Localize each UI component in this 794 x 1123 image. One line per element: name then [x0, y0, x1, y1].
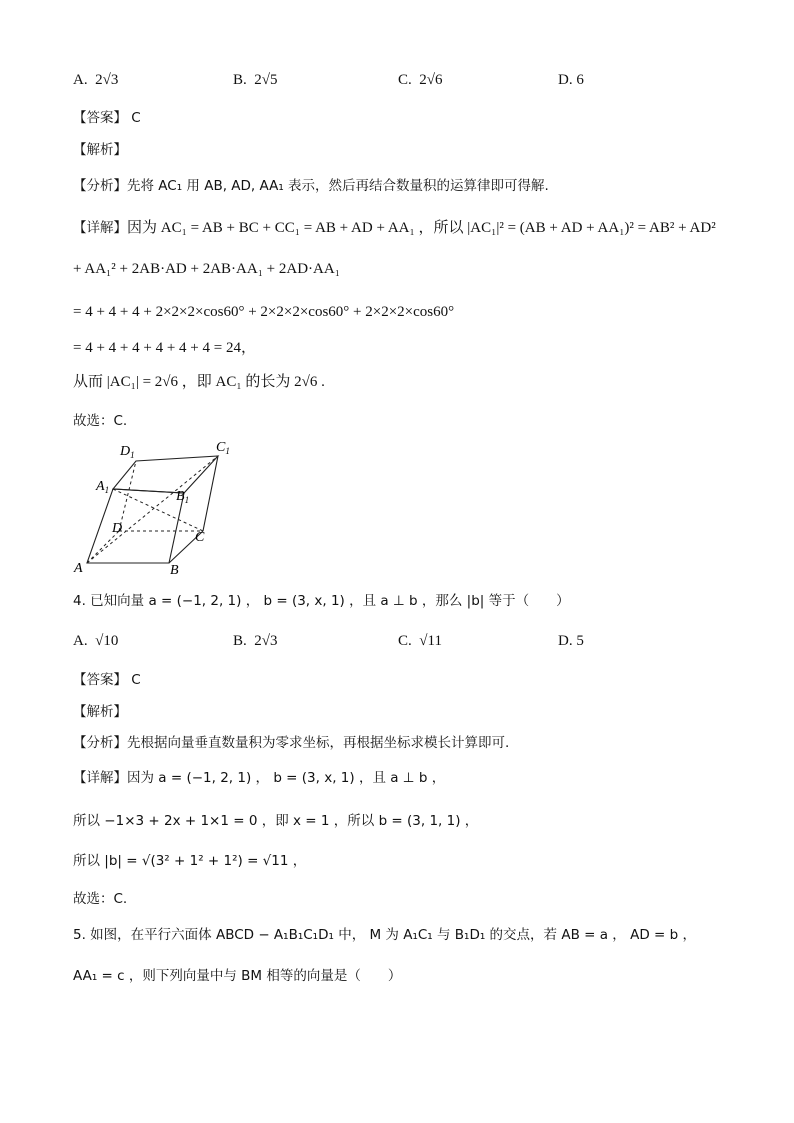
- q4-xiangjie-line3: 所以 |b| = √(3² + 1² + 1²) = √11 ，: [73, 853, 307, 869]
- label-b: B: [170, 563, 179, 578]
- q3-choose: 故选：C.: [73, 413, 128, 429]
- q4-option-d: D. 5: [558, 633, 584, 649]
- q4-choose: 故选：C.: [73, 891, 128, 907]
- q4-xiangjie-line1: 【详解】因为 a = (−1, 2, 1) ， b = (3, x, 1) ，且 a ⊥ b ，: [73, 770, 446, 786]
- q3-xiangjie-line2: + AA₁² + 2AB·AD + 2AB·AA₁ + 2AD·AA₁: [73, 261, 340, 277]
- label-c: C: [195, 530, 205, 545]
- label-a: A: [74, 561, 83, 576]
- q4-stem: 4. 已知向量 a = (−1, 2, 1) ， b = (3, x, 1) ，且 a ⊥ b ，那么 |b| 等于（ ）: [73, 593, 570, 609]
- q3-fenxi: 【分析】先将 AC₁ 用 AB, AD, AA₁ 表示，然后再结合数量积的运算律即可得解.: [73, 178, 549, 194]
- q3-xiangjie-line5: 从而 |AC₁| = 2√6 ，即 AC₁ 的长为 2√6 .: [73, 374, 325, 390]
- q5-stem-line1: 5. 如图，在平行六面体 ABCD − A₁B₁C₁D₁ 中， M 为 A₁C₁ 与 B₁D₁ 的交点，若 AB = a ， AD = b ，: [73, 927, 696, 943]
- label-c1: $C_1$: [216, 440, 230, 456]
- q3-option-b: B. 2√5: [233, 72, 278, 88]
- label-d1: $D_1$: [120, 444, 135, 460]
- q4-jiexi-tag: 【解析】: [73, 704, 127, 720]
- label-a1: $A_1$: [96, 479, 110, 495]
- q3-xiangjie-line3: = 4 + 4 + 4 + 2×2×2×cos60° + 2×2×2×cos60° + 2×2×2×cos60°: [73, 304, 455, 320]
- q3-option-a: A. 2√3: [73, 72, 119, 88]
- q3-jiexi-tag: 【解析】: [73, 142, 127, 158]
- label-d: D: [112, 521, 123, 536]
- parallelepiped-figure: [72, 438, 242, 578]
- q4-answer: 【答案】 C: [73, 672, 141, 688]
- q4-fenxi: 【分析】先根据向量垂直数量积为零求坐标，再根据坐标求模长计算即可.: [73, 735, 510, 751]
- q4-option-b: B. 2√3: [233, 633, 278, 649]
- q4-option-c: C. √11: [398, 633, 442, 649]
- label-b1: $B_1$: [176, 489, 190, 505]
- q3-xiangjie-line1: 【详解】因为 AC₁ = AB + BC + CC₁ = AB + AD + AA₁ ，所以 |AC₁|² = (AB + AD + AA₁)² = AB² + AD²: [73, 220, 716, 236]
- q3-answer: 【答案】 C: [73, 110, 141, 126]
- q4-xiangjie-line2: 所以 −1×3 + 2x + 1×1 = 0 ，即 x = 1 ，所以 b = (3, 1, 1) ，: [73, 813, 479, 829]
- q3-option-c: C. 2√6: [398, 72, 443, 88]
- q4-option-a: A. √10: [73, 633, 119, 649]
- q5-stem-line2: AA₁ = c ，则下列向量中与 BM 相等的向量是（ ）: [73, 968, 402, 984]
- q3-option-d: D. 6: [558, 72, 584, 88]
- q3-xiangjie-line4: = 4 + 4 + 4 + 4 + 4 + 4 = 24，: [73, 340, 256, 356]
